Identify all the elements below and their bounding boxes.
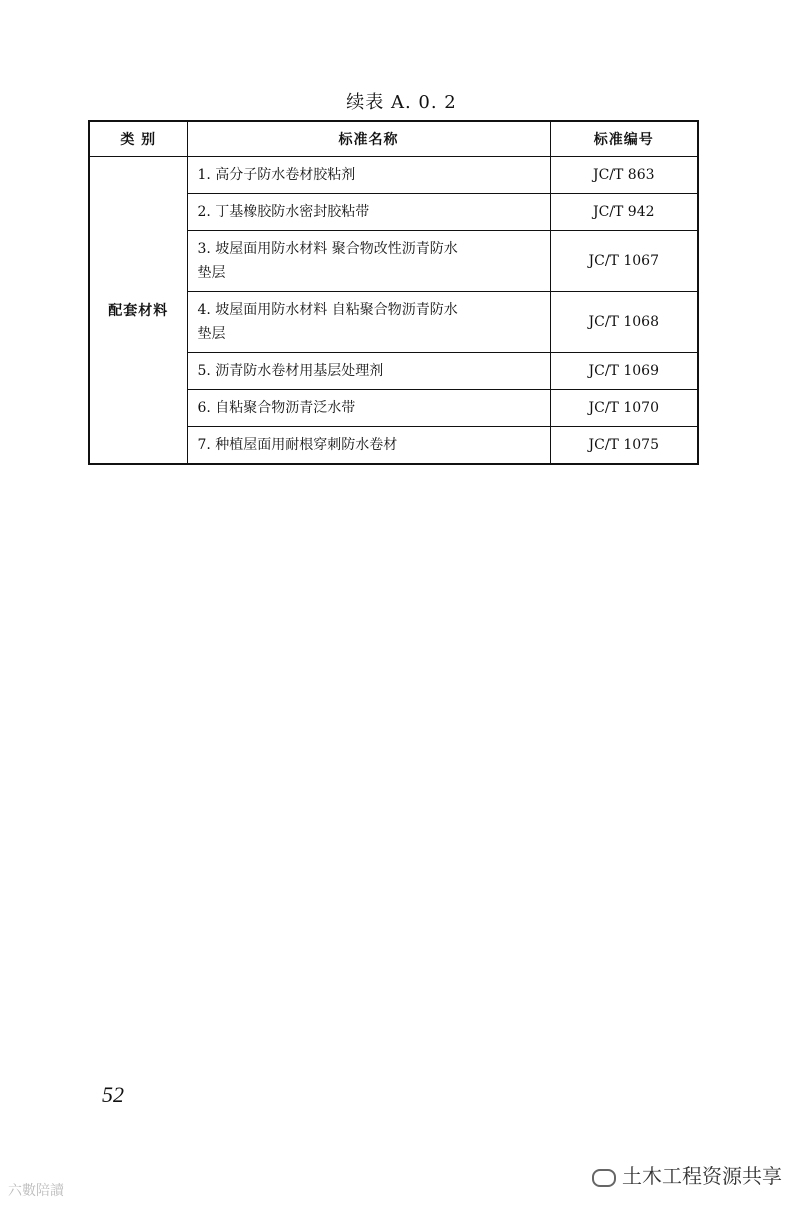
- standard-name: 1. 高分子防水卷材胶粘剂: [187, 157, 550, 194]
- table-row: [89, 157, 698, 194]
- wechat-icon: [592, 1169, 616, 1187]
- standard-name: 5. 沥青防水卷材用基层处理剂: [187, 353, 550, 390]
- standard-name: [187, 292, 550, 353]
- category-cell: 配套材料: [89, 157, 187, 465]
- watermark-right-text: 土木工程资源共享: [622, 1164, 782, 1188]
- watermark-left: 六數陪讀: [8, 1183, 64, 1199]
- standard-code: JC/T 1068: [550, 292, 698, 353]
- standards-table: [88, 120, 699, 465]
- header-name: 标准名称: [187, 121, 550, 157]
- standard-code: JC/T 1069: [550, 353, 698, 390]
- standard-name: 2. 丁基橡胶防水密封胶粘带: [187, 194, 550, 231]
- standard-name: [187, 231, 550, 292]
- standard-name-line2: 垫层: [197, 326, 226, 342]
- standard-code: JC/T 863: [550, 157, 698, 194]
- header-code: 标准编号: [550, 121, 698, 157]
- standard-name: 6. 自粘聚合物沥青泛水带: [187, 390, 550, 427]
- standard-code: JC/T 1070: [550, 390, 698, 427]
- page-number: 52: [102, 1082, 124, 1107]
- header-category: 类 别: [89, 121, 187, 157]
- standard-name-line1: 4. 坡屋面用防水材料 自粘聚合物沥青防水: [197, 302, 458, 318]
- standard-name-line1: 3. 坡屋面用防水材料 聚合物改性沥青防水: [197, 241, 458, 257]
- standard-code: JC/T 1075: [550, 427, 698, 465]
- standard-code: JC/T 1067: [550, 231, 698, 292]
- standard-name-line2: 垫层: [197, 265, 226, 281]
- standard-code: JC/T 942: [550, 194, 698, 231]
- standard-name: 7. 种植屋面用耐根穿刺防水卷材: [187, 427, 550, 465]
- table-header-row: [89, 121, 698, 157]
- table-title: 续表 A. 0. 2: [346, 92, 457, 113]
- watermark-right: [592, 1160, 782, 1189]
